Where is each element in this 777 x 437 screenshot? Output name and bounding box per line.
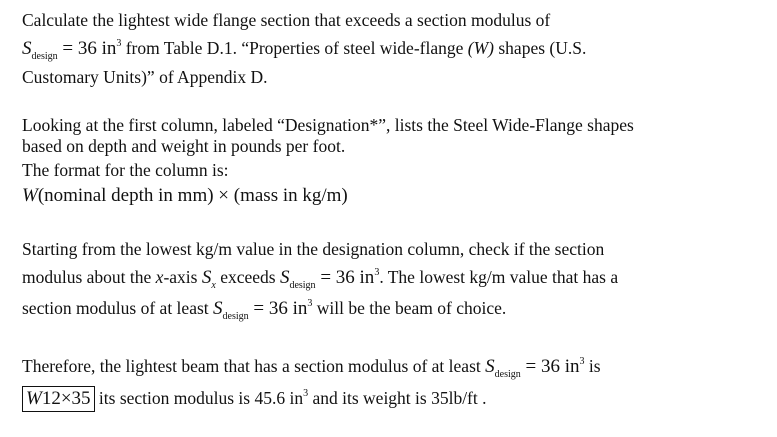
w-shape-symbol: (W) <box>467 38 494 58</box>
procedure-text-b: -axis <box>163 267 202 287</box>
cube-exponent: 3 <box>303 388 309 399</box>
procedure-line-1 <box>22 238 604 260</box>
conclusion-text: Therefore, the lightest beam that has a section modulus of at least <box>22 356 486 376</box>
format-formula <box>22 184 348 207</box>
procedure-text-d: . The lowest kg/m value that has a <box>379 267 619 287</box>
cube-exponent: 3 <box>116 38 122 49</box>
conclusion-text-end: is <box>584 356 601 376</box>
design-subscript: design <box>494 369 521 380</box>
intro-line-1 <box>22 9 550 31</box>
intro-text: Calculate the lightest wide flange section that exceeds a section modulus of <box>22 10 551 30</box>
appendix-reference: Customary Units)” of Appendix D. <box>22 67 268 87</box>
answer-w-symbol: W <box>26 388 42 409</box>
design-subscript: design <box>31 51 58 62</box>
procedure-text: Starting from the lowest kg/m value in the designation column, check if the section <box>22 239 605 259</box>
conclusion-line-2 <box>22 386 487 413</box>
intro-line-3 <box>22 66 267 88</box>
table-reference: from Table D.1. “Properties of steel wide-flange <box>121 38 468 58</box>
design-subscript: design <box>222 311 249 322</box>
x-subscript: x <box>211 280 216 291</box>
answer-box <box>22 386 95 412</box>
cube-exponent: 3 <box>374 267 380 278</box>
procedure-line-2 <box>22 266 618 292</box>
s-design-symbol: S <box>22 38 32 59</box>
modulus-result: its section modulus is 45.6 in <box>94 388 304 408</box>
s-design-symbol: S <box>213 298 223 319</box>
format-intro: The format for the column is: <box>22 160 229 180</box>
intro-line-2 <box>22 37 586 63</box>
procedure-text-e: section modulus of at least <box>22 298 214 318</box>
design-subscript: design <box>289 280 316 291</box>
w-symbol: W <box>22 185 38 206</box>
s-design-symbol: S <box>485 356 495 377</box>
procedure-text-f: will be the beam of choice. <box>312 298 507 318</box>
required-modulus: = 36 in <box>315 267 375 288</box>
sx-symbol: S <box>201 267 212 288</box>
table-reference-end: shapes (U.S. <box>494 38 587 58</box>
x-axis-symbol: x <box>155 267 164 287</box>
required-modulus: = 36 in <box>57 38 117 59</box>
procedure-line-3 <box>22 297 506 323</box>
required-modulus: = 36 in <box>248 298 308 319</box>
column-line-2 <box>22 135 345 157</box>
conclusion-line-1 <box>22 355 601 381</box>
s-design-symbol: S <box>279 267 290 288</box>
cube-exponent: 3 <box>307 298 313 309</box>
column-description-cont: based on depth and weight in pounds per foot. <box>22 136 346 156</box>
weight-result: and its weight is 35lb/ft . <box>308 388 487 408</box>
cube-exponent: 3 <box>579 356 585 367</box>
designation-format: (nominal depth in mm) × (mass in kg/m) <box>37 185 348 206</box>
required-modulus: = 36 in <box>520 356 580 377</box>
column-line-3 <box>22 159 229 181</box>
answer-designation: 12×35 <box>41 388 91 409</box>
procedure-text-c: exceeds <box>215 267 280 287</box>
procedure-text-a: modulus about the <box>22 267 156 287</box>
column-description: Looking at the first column, labeled “Designation*”, lists the Steel Wide-Flange shapes <box>22 115 634 135</box>
column-line-1 <box>22 114 634 136</box>
